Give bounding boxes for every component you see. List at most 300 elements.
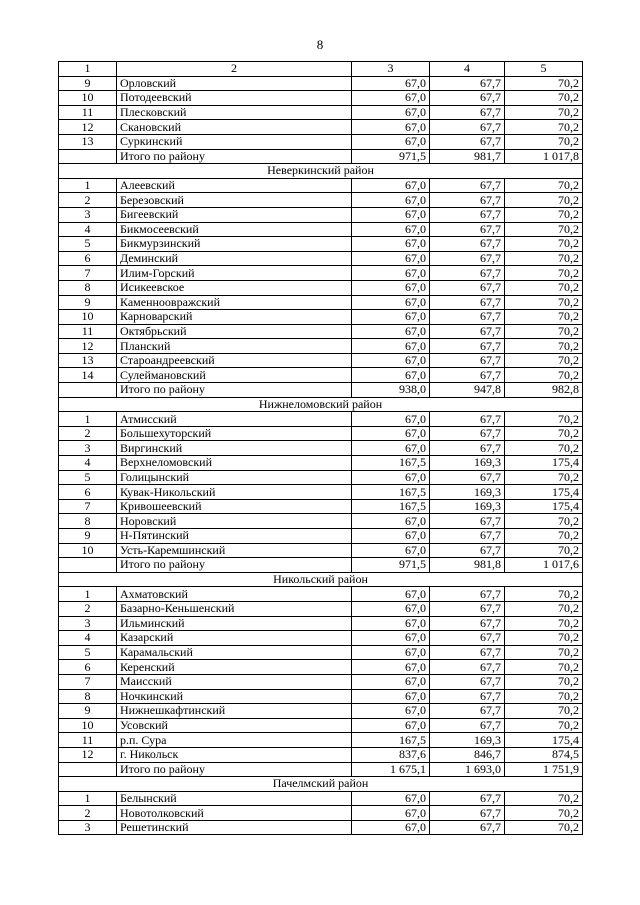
value-col-4: 947,8 [430, 383, 505, 398]
settlement-name: Суркинский [117, 134, 352, 149]
settlement-name: Н-Пятинский [117, 529, 352, 544]
value-col-5: 70,2 [505, 529, 583, 544]
value-col-5: 70,2 [505, 222, 583, 237]
district-title: Никольский район [59, 572, 583, 587]
value-col-3: 67,0 [352, 266, 430, 281]
settlement-name: Скановский [117, 120, 352, 135]
value-col-3: 67,0 [352, 718, 430, 733]
value-col-3: 67,0 [352, 704, 430, 719]
settlement-name: Верхнеломовский [117, 456, 352, 471]
value-col-4: 67,7 [430, 266, 505, 281]
value-col-3: 971,5 [352, 558, 430, 573]
table-row [59, 134, 583, 149]
value-col-3: 67,0 [352, 514, 430, 529]
table-row [59, 514, 583, 529]
row-number: 3 [59, 207, 117, 222]
value-col-3: 67,0 [352, 529, 430, 544]
table-row [59, 222, 583, 237]
value-col-5: 70,2 [505, 266, 583, 281]
value-col-4: 67,7 [430, 310, 505, 325]
row-number: 9 [59, 529, 117, 544]
settlement-name: Итого по району [117, 558, 352, 573]
table-row [59, 105, 583, 120]
settlement-name: г. Никольск [117, 747, 352, 762]
settlement-name: Итого по району [117, 149, 352, 164]
settlement-name: Атмисский [117, 412, 352, 427]
district-title: Пачелмский район [59, 777, 583, 792]
row-number: 3 [59, 441, 117, 456]
row-number: 12 [59, 339, 117, 354]
settlement-name: Итого по району [117, 383, 352, 398]
value-col-4: 67,7 [430, 178, 505, 193]
value-col-5: 70,2 [505, 237, 583, 252]
row-number: 6 [59, 251, 117, 266]
value-col-5: 70,2 [505, 631, 583, 646]
settlement-name: Большехуторский [117, 426, 352, 441]
row-number: 9 [59, 76, 117, 91]
value-col-4: 67,7 [430, 587, 505, 602]
value-col-5: 70,2 [505, 324, 583, 339]
value-col-3: 67,0 [352, 645, 430, 660]
value-col-5: 70,2 [505, 134, 583, 149]
row-number [59, 383, 117, 398]
table-row [59, 426, 583, 441]
table-row [59, 120, 583, 135]
district-header-row [59, 777, 583, 792]
settlement-name: Белынский [117, 791, 352, 806]
table-row [59, 747, 583, 762]
value-col-3: 167,5 [352, 499, 430, 514]
value-col-4: 67,7 [430, 193, 505, 208]
table-row [59, 529, 583, 544]
value-col-5: 70,2 [505, 295, 583, 310]
value-col-4: 67,7 [430, 674, 505, 689]
table-row [59, 674, 583, 689]
value-col-4: 846,7 [430, 747, 505, 762]
settlement-name: Сулеймановский [117, 368, 352, 383]
value-col-4: 67,7 [430, 222, 505, 237]
district-header-row [59, 397, 583, 412]
value-col-4: 67,7 [430, 295, 505, 310]
row-number: 7 [59, 674, 117, 689]
row-number: 1 [59, 178, 117, 193]
value-col-4: 67,7 [430, 339, 505, 354]
value-col-3: 67,0 [352, 324, 430, 339]
value-col-5: 70,2 [505, 470, 583, 485]
value-col-4: 67,7 [430, 543, 505, 558]
value-col-5: 70,2 [505, 689, 583, 704]
row-number: 11 [59, 105, 117, 120]
row-number: 5 [59, 645, 117, 660]
value-col-3: 67,0 [352, 222, 430, 237]
value-col-4: 67,7 [430, 207, 505, 222]
settlement-name: Голицынский [117, 470, 352, 485]
table-row [59, 280, 583, 295]
row-number: 13 [59, 353, 117, 368]
value-col-5: 70,2 [505, 674, 583, 689]
row-number: 1 [59, 587, 117, 602]
value-col-5: 70,2 [505, 601, 583, 616]
budget-table [58, 61, 583, 835]
value-col-4: 67,7 [430, 441, 505, 456]
value-col-5: 70,2 [505, 76, 583, 91]
table-row [59, 456, 583, 471]
row-number: 9 [59, 704, 117, 719]
value-col-5: 1 751,9 [505, 762, 583, 777]
table-row [59, 76, 583, 91]
value-col-4: 67,7 [430, 689, 505, 704]
table-row [59, 616, 583, 631]
value-col-3: 67,0 [352, 441, 430, 456]
district-total-row [59, 149, 583, 164]
value-col-4: 67,7 [430, 134, 505, 149]
row-number: 10 [59, 718, 117, 733]
value-col-5: 70,2 [505, 514, 583, 529]
value-col-4: 67,7 [430, 645, 505, 660]
table-row [59, 631, 583, 646]
row-number: 11 [59, 733, 117, 748]
row-number: 10 [59, 310, 117, 325]
row-number: 2 [59, 193, 117, 208]
column-number-header-row [59, 62, 583, 77]
value-col-4: 67,7 [430, 631, 505, 646]
value-col-4: 67,7 [430, 76, 505, 91]
value-col-5: 70,2 [505, 660, 583, 675]
row-number: 2 [59, 426, 117, 441]
value-col-3: 67,0 [352, 806, 430, 821]
row-number: 8 [59, 280, 117, 295]
value-col-5: 70,2 [505, 120, 583, 135]
row-number: 1 [59, 791, 117, 806]
settlement-name: Березовский [117, 193, 352, 208]
settlement-name: Исикеевское [117, 280, 352, 295]
column-number-4: 4 [430, 62, 505, 77]
table-row [59, 324, 583, 339]
value-col-3: 938,0 [352, 383, 430, 398]
table-row [59, 193, 583, 208]
value-col-4: 67,7 [430, 820, 505, 835]
value-col-5: 70,2 [505, 310, 583, 325]
settlement-name: Керенский [117, 660, 352, 675]
value-col-5: 70,2 [505, 587, 583, 602]
table-row [59, 499, 583, 514]
value-col-4: 67,7 [430, 470, 505, 485]
settlement-name: Орловский [117, 76, 352, 91]
settlement-name: Ильминский [117, 616, 352, 631]
value-col-3: 67,0 [352, 134, 430, 149]
value-col-5: 70,2 [505, 645, 583, 660]
value-col-3: 67,0 [352, 601, 430, 616]
value-col-3: 67,0 [352, 791, 430, 806]
row-number: 12 [59, 120, 117, 135]
settlement-name: Алеевский [117, 178, 352, 193]
table-row [59, 820, 583, 835]
district-total-row [59, 762, 583, 777]
district-title: Нижнеломовский район [59, 397, 583, 412]
value-col-5: 70,2 [505, 718, 583, 733]
settlement-name: Карамальский [117, 645, 352, 660]
value-col-3: 167,5 [352, 456, 430, 471]
value-col-5: 70,2 [505, 616, 583, 631]
value-col-4: 67,7 [430, 324, 505, 339]
table-row [59, 353, 583, 368]
value-col-4: 169,3 [430, 456, 505, 471]
value-col-4: 67,7 [430, 426, 505, 441]
value-col-5: 70,2 [505, 368, 583, 383]
settlement-name: Кривошеевский [117, 499, 352, 514]
value-col-3: 67,0 [352, 616, 430, 631]
value-col-4: 169,3 [430, 499, 505, 514]
value-col-3: 1 675,1 [352, 762, 430, 777]
value-col-3: 67,0 [352, 339, 430, 354]
value-col-3: 67,0 [352, 587, 430, 602]
value-col-5: 1 017,6 [505, 558, 583, 573]
value-col-5: 70,2 [505, 339, 583, 354]
settlement-name: Усовский [117, 718, 352, 733]
column-number-3: 3 [352, 62, 430, 77]
value-col-3: 67,0 [352, 295, 430, 310]
settlement-name: Бикмурзинский [117, 237, 352, 252]
value-col-3: 67,0 [352, 368, 430, 383]
value-col-3: 67,0 [352, 237, 430, 252]
table-row [59, 368, 583, 383]
value-col-5: 874,5 [505, 747, 583, 762]
value-col-3: 167,5 [352, 733, 430, 748]
value-col-3: 67,0 [352, 207, 430, 222]
value-col-3: 67,0 [352, 76, 430, 91]
value-col-4: 67,7 [430, 368, 505, 383]
table-row [59, 178, 583, 193]
value-col-4: 67,7 [430, 280, 505, 295]
value-col-3: 67,0 [352, 689, 430, 704]
value-col-4: 67,7 [430, 616, 505, 631]
value-col-4: 67,7 [430, 791, 505, 806]
row-number [59, 762, 117, 777]
table-row [59, 660, 583, 675]
row-number: 6 [59, 660, 117, 675]
row-number: 3 [59, 820, 117, 835]
settlement-name: Бигеевский [117, 207, 352, 222]
settlement-name: Базарно-Кеньшенский [117, 601, 352, 616]
value-col-4: 67,7 [430, 601, 505, 616]
table-row [59, 601, 583, 616]
value-col-5: 70,2 [505, 353, 583, 368]
settlement-name: Итого по району [117, 762, 352, 777]
table-row [59, 339, 583, 354]
settlement-name: р.п. Сура [117, 733, 352, 748]
value-col-4: 67,7 [430, 704, 505, 719]
value-col-5: 70,2 [505, 543, 583, 558]
table-row [59, 485, 583, 500]
table-row [59, 412, 583, 427]
value-col-3: 67,0 [352, 820, 430, 835]
settlement-name: Усть-Каремшинский [117, 543, 352, 558]
row-number: 8 [59, 689, 117, 704]
value-col-3: 167,5 [352, 485, 430, 500]
settlement-name: Плесковский [117, 105, 352, 120]
value-col-4: 67,7 [430, 251, 505, 266]
value-col-4: 169,3 [430, 733, 505, 748]
value-col-5: 175,4 [505, 499, 583, 514]
table-row [59, 791, 583, 806]
row-number: 11 [59, 324, 117, 339]
row-number: 8 [59, 514, 117, 529]
value-col-5: 70,2 [505, 178, 583, 193]
value-col-4: 169,3 [430, 485, 505, 500]
row-number: 1 [59, 412, 117, 427]
value-col-3: 67,0 [352, 470, 430, 485]
table-row [59, 251, 583, 266]
district-header-row [59, 572, 583, 587]
value-col-3: 67,0 [352, 412, 430, 427]
settlement-name: Карноварский [117, 310, 352, 325]
settlement-name: Маисский [117, 674, 352, 689]
value-col-4: 67,7 [430, 237, 505, 252]
value-col-3: 67,0 [352, 193, 430, 208]
value-col-3: 67,0 [352, 426, 430, 441]
row-number: 3 [59, 616, 117, 631]
column-number-1: 1 [59, 62, 117, 77]
settlement-name: Ночкинский [117, 689, 352, 704]
value-col-4: 981,8 [430, 558, 505, 573]
value-col-3: 67,0 [352, 251, 430, 266]
value-col-4: 67,7 [430, 120, 505, 135]
value-col-5: 70,2 [505, 91, 583, 106]
value-col-5: 175,4 [505, 456, 583, 471]
value-col-5: 70,2 [505, 207, 583, 222]
value-col-5: 175,4 [505, 733, 583, 748]
settlement-name: Потодеевский [117, 91, 352, 106]
value-col-5: 70,2 [505, 193, 583, 208]
value-col-3: 837,6 [352, 747, 430, 762]
value-col-4: 67,7 [430, 514, 505, 529]
value-col-5: 70,2 [505, 806, 583, 821]
table-row [59, 266, 583, 281]
table-row [59, 733, 583, 748]
table-row [59, 645, 583, 660]
value-col-4: 67,7 [430, 353, 505, 368]
table-row [59, 689, 583, 704]
page-number: 8 [316, 37, 324, 52]
column-number-2: 2 [117, 62, 352, 77]
table-row [59, 295, 583, 310]
value-col-4: 67,7 [430, 91, 505, 106]
settlement-name: Каменноовражский [117, 295, 352, 310]
row-number: 10 [59, 91, 117, 106]
value-col-3: 971,5 [352, 149, 430, 164]
value-col-3: 67,0 [352, 105, 430, 120]
row-number: 4 [59, 456, 117, 471]
row-number: 4 [59, 222, 117, 237]
settlement-name: Новотолковский [117, 806, 352, 821]
value-col-3: 67,0 [352, 631, 430, 646]
settlement-name: Октябрьский [117, 324, 352, 339]
row-number: 7 [59, 266, 117, 281]
value-col-5: 70,2 [505, 251, 583, 266]
value-col-3: 67,0 [352, 543, 430, 558]
value-col-5: 70,2 [505, 441, 583, 456]
value-col-5: 1 017,8 [505, 149, 583, 164]
settlement-name: Норовский [117, 514, 352, 529]
settlement-name: Решетинский [117, 820, 352, 835]
value-col-5: 70,2 [505, 820, 583, 835]
value-col-4: 1 693,0 [430, 762, 505, 777]
settlement-name: Нижнешкафтинский [117, 704, 352, 719]
value-col-4: 67,7 [430, 806, 505, 821]
value-col-4: 67,7 [430, 529, 505, 544]
district-total-row [59, 383, 583, 398]
value-col-3: 67,0 [352, 310, 430, 325]
district-header-row [59, 164, 583, 179]
settlement-name: Бикмосеевский [117, 222, 352, 237]
row-number: 6 [59, 485, 117, 500]
value-col-3: 67,0 [352, 91, 430, 106]
value-col-3: 67,0 [352, 178, 430, 193]
settlement-name: Илим-Горский [117, 266, 352, 281]
value-col-5: 70,2 [505, 280, 583, 295]
value-col-3: 67,0 [352, 280, 430, 295]
table-row [59, 91, 583, 106]
row-number [59, 558, 117, 573]
table-body [59, 62, 583, 835]
table-row [59, 441, 583, 456]
row-number: 5 [59, 237, 117, 252]
value-col-5: 175,4 [505, 485, 583, 500]
value-col-4: 67,7 [430, 660, 505, 675]
value-col-5: 70,2 [505, 426, 583, 441]
settlement-name: Ахматовский [117, 587, 352, 602]
settlement-name: Деминский [117, 251, 352, 266]
row-number: 13 [59, 134, 117, 149]
row-number: 12 [59, 747, 117, 762]
row-number: 2 [59, 601, 117, 616]
table-row [59, 806, 583, 821]
value-col-5: 982,8 [505, 383, 583, 398]
row-number: 5 [59, 470, 117, 485]
value-col-4: 67,7 [430, 718, 505, 733]
district-total-row [59, 558, 583, 573]
table-row [59, 718, 583, 733]
table-row [59, 470, 583, 485]
value-col-4: 67,7 [430, 412, 505, 427]
row-number: 4 [59, 631, 117, 646]
row-number: 10 [59, 543, 117, 558]
table-row [59, 237, 583, 252]
value-col-3: 67,0 [352, 660, 430, 675]
row-number: 9 [59, 295, 117, 310]
row-number: 7 [59, 499, 117, 514]
value-col-5: 70,2 [505, 791, 583, 806]
value-col-5: 70,2 [505, 105, 583, 120]
value-col-4: 981,7 [430, 149, 505, 164]
table-row [59, 543, 583, 558]
table-row [59, 587, 583, 602]
table-row [59, 207, 583, 222]
district-title: Неверкинский район [59, 164, 583, 179]
settlement-name: Староандреевский [117, 353, 352, 368]
value-col-4: 67,7 [430, 105, 505, 120]
value-col-5: 70,2 [505, 704, 583, 719]
settlement-name: Виргинский [117, 441, 352, 456]
table-row [59, 310, 583, 325]
value-col-3: 67,0 [352, 120, 430, 135]
value-col-3: 67,0 [352, 353, 430, 368]
settlement-name: Кувак-Никольский [117, 485, 352, 500]
value-col-5: 70,2 [505, 412, 583, 427]
value-col-3: 67,0 [352, 674, 430, 689]
settlement-name: Планский [117, 339, 352, 354]
row-number: 14 [59, 368, 117, 383]
